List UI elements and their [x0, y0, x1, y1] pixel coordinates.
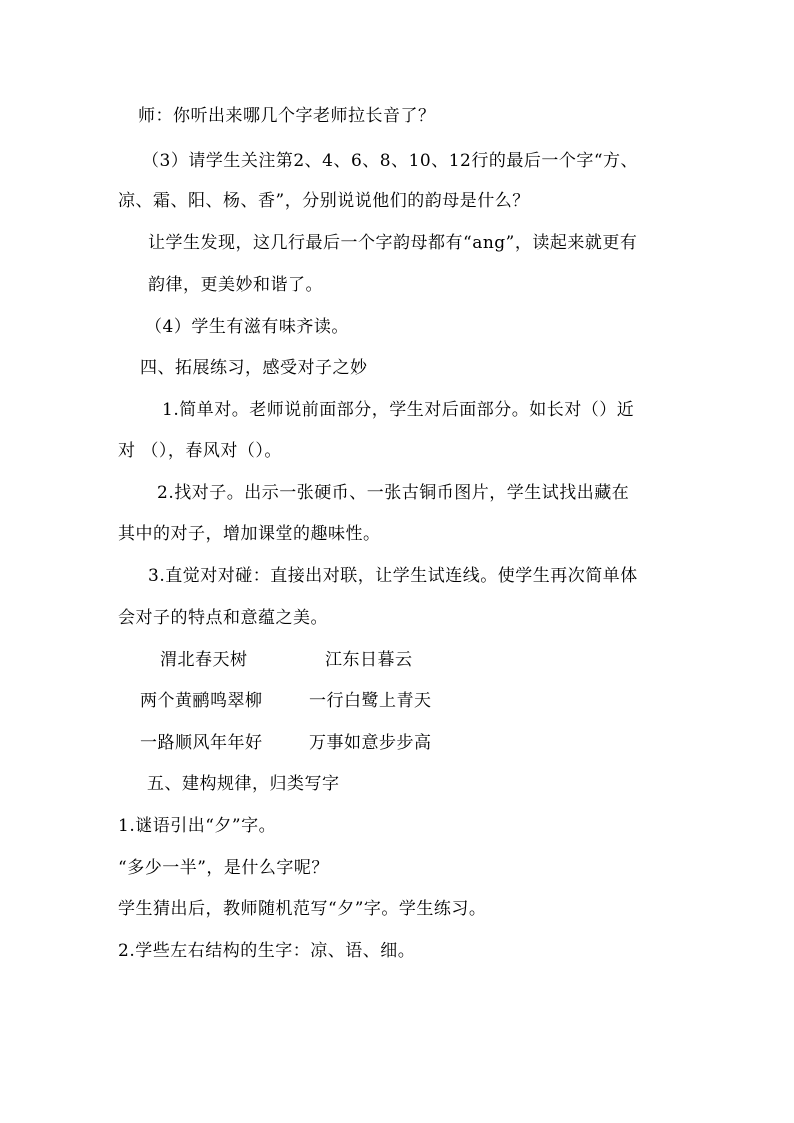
paragraph-line: 其中的对子，增加课堂的趣味性。 — [118, 524, 381, 544]
paragraph-line: 会对子的特点和意蕴之美。 — [118, 608, 328, 628]
couplet-right: 江东日暮云 — [325, 650, 413, 670]
paragraph-line: 学生猜出后，教师随机范写“夕”字。学生练习。 — [118, 899, 487, 919]
paragraph-line: 韵律，更美妙和谐了。 — [148, 275, 323, 295]
couplet-right: 万事如意步步高 — [309, 733, 432, 753]
couplet-right: 一行白鹭上青天 — [309, 691, 432, 711]
paragraph-line: “多少一半”，是什么字呢？ — [118, 858, 329, 878]
paragraph-line: 1.谜语引出“夕”字。 — [118, 816, 277, 836]
couplet-left: 一路顺风年年好 — [140, 733, 263, 753]
paragraph-line: 3.直觉对对碰：直接出对联，让学生试连线。使学生再次简单体 — [148, 566, 638, 586]
paragraph-line: 让学生发现，这几行最后一个字韵母都有“ang”，读起来就更有 — [148, 233, 638, 253]
paragraph-line: 对 （），春风对（）。 — [118, 441, 282, 461]
couplet-left: 两个黄鹂鸣翠柳 — [140, 691, 263, 711]
paragraph-line: 凉、霜、阳、杨、香”，分别说说他们的韵母是什么？ — [118, 191, 530, 211]
paragraph-line: （3）请学生关注第2、4、6、8、10、12行的最后一个字“方、 — [142, 151, 639, 171]
section-heading: 四、拓展练习，感受对子之妙 — [140, 358, 368, 378]
paragraph-line: 2.找对子。出示一张硬币、一张古铜币图片，学生试找出藏在 — [157, 483, 630, 503]
paragraph-line: （4）学生有滋有味齐读。 — [145, 317, 349, 337]
paragraph-line: 2.学些左右结构的生字：凉、语、细。 — [118, 941, 416, 961]
paragraph-line: 师：你听出来哪几个字老师拉长音了？ — [138, 106, 436, 126]
couplet-left: 渭北春天树 — [160, 650, 248, 670]
paragraph-line: 1.简单对。老师说前面部分，学生对后面部分。如长对（）近 — [162, 400, 635, 420]
section-heading: 五、建构规律，归类写字 — [147, 774, 340, 794]
